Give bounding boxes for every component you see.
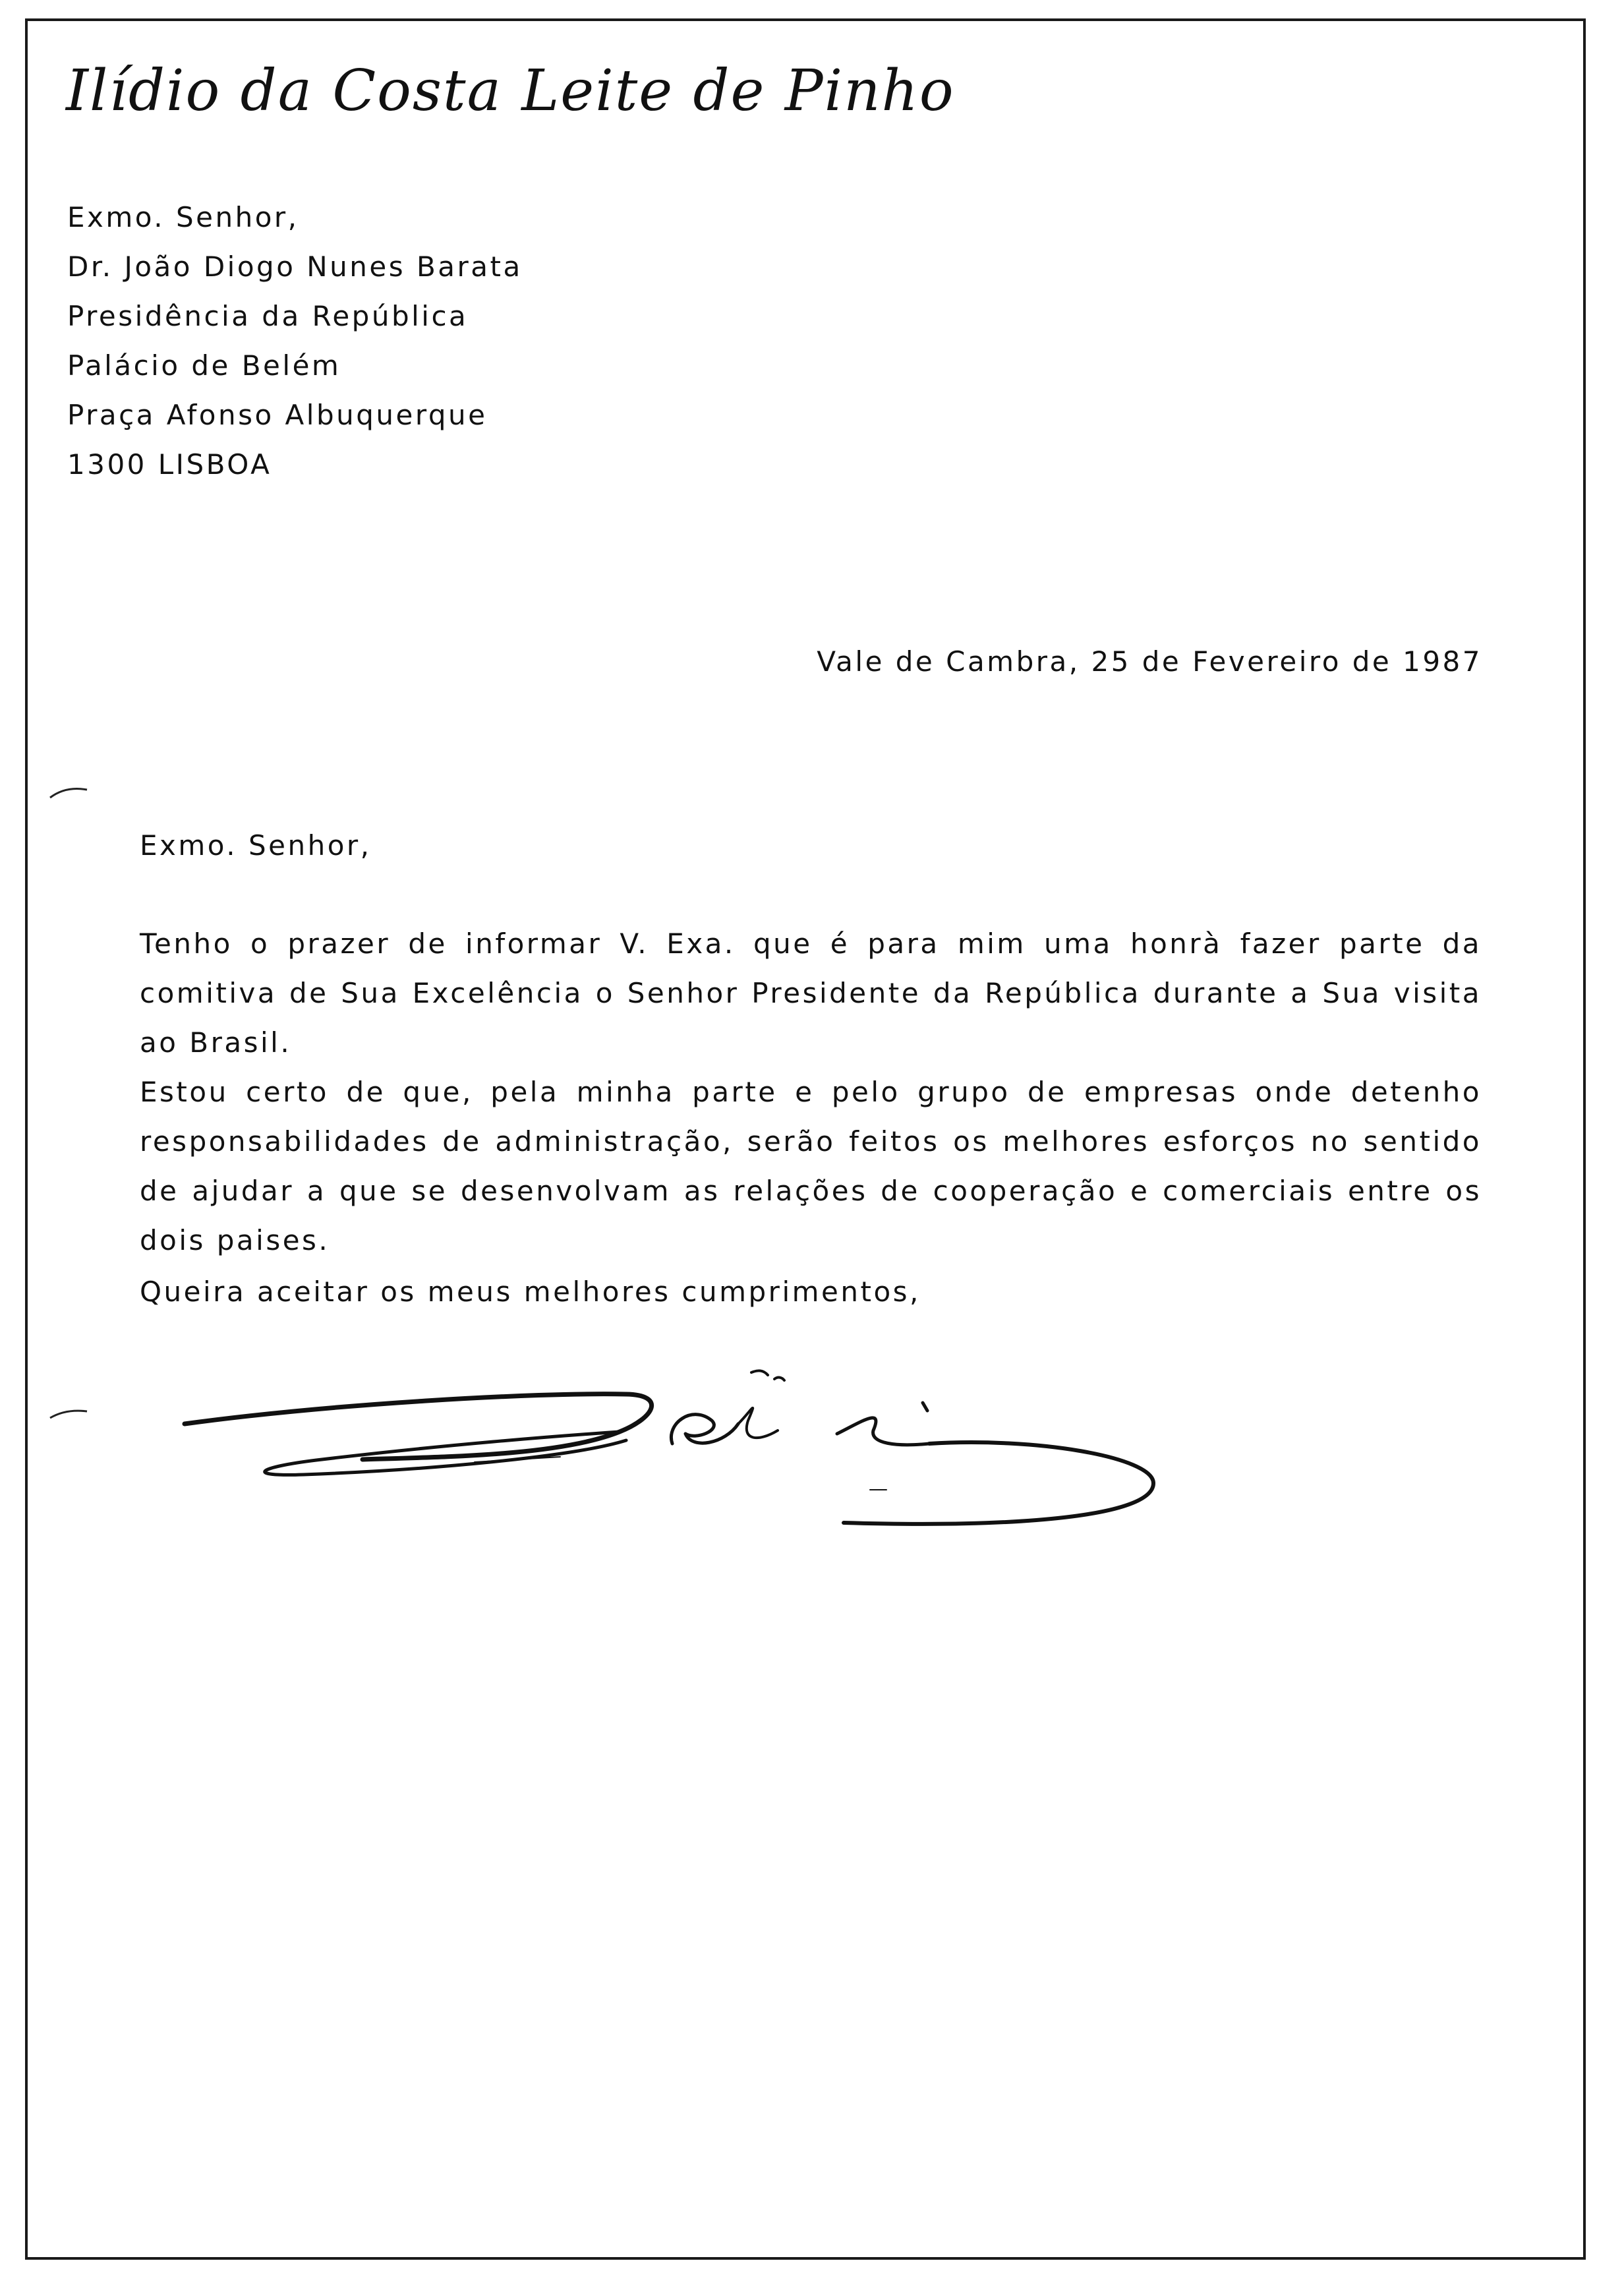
recipient-address [67, 192, 523, 489]
body-paragraph: Tenho o prazer de informar V. Exa. que é para mim uma honrà fazer parte da comitiva de Sua Excelência o Senhor Presidente da República durante a Sua visita ao Brasil. [140, 927, 1482, 1059]
address-line: Palácio de Belém [67, 349, 341, 382]
date-line: Vale de Cambra, 25 de Fevereiro de 1987 [817, 645, 1482, 678]
address-line: 1300 LISBOA [67, 448, 272, 481]
letterhead-name: Ilídio da Costa Leite de Pinho [66, 58, 955, 124]
salutation: Exmo. Senhor, [140, 829, 372, 862]
closing-line: Queira aceitar os meus melhores cumprimentos, [140, 1276, 921, 1308]
handwritten-signature-icon [165, 1358, 1193, 1549]
address-line: Exmo. Senhor, [67, 201, 299, 233]
margin-mark-icon [46, 778, 99, 804]
body-paragraph: Estou certo de que, pela minha parte e pelo grupo de empresas onde detenho responsabilidades de administração, serão feitos os melhores esforços no sentido de ajudar a que se desenvolvam as relações de cooperação e comerciais entre os dois paises. [140, 1076, 1482, 1256]
address-line: Dr. João Diogo Nunes Barata [67, 250, 523, 283]
margin-mark-icon [46, 1401, 99, 1427]
address-line: Presidência da República [67, 300, 469, 332]
address-line: Praça Afonso Albuquerque [67, 399, 488, 431]
